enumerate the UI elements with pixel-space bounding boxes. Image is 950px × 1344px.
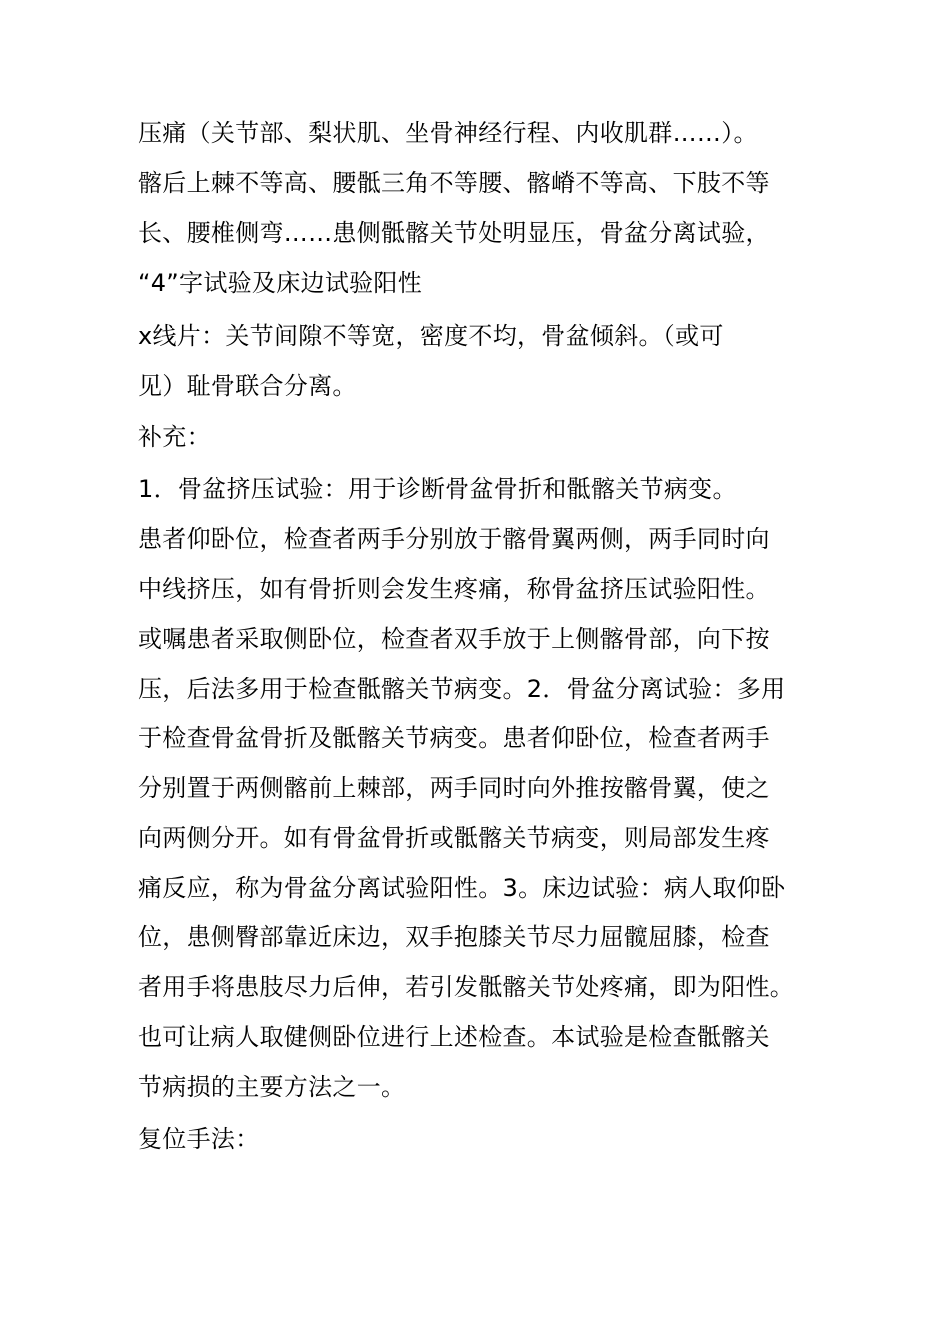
text-line: 补充： [138,423,211,451]
text-line: 或嘱患者采取侧卧位，检查者双手放于上侧髂骨部，向下按 [138,625,770,653]
text-line: 压痛（关节部、梨状肌、坐骨神经行程、内收肌群……）。 [138,119,758,147]
text-line: 患者仰卧位，检查者两手分别放于髂骨翼两侧，两手同时向 [138,525,770,553]
text-line: 复位手法： [138,1125,260,1153]
text-line: 向两侧分开。如有骨盆骨折或骶髂关节病变，则局部发生疼 [138,824,770,852]
text-line: 者用手将患肢尽力后伸，若引发骶髂关节处疼痛，即为阳性。 [138,973,795,1001]
text-line: 见）耻骨联合分离。 [138,372,357,400]
text-line: 分别置于两侧髂前上棘部，两手同时向外推按髂骨翼，使之 [138,774,770,802]
text-line: 髂后上棘不等高、腰骶三角不等腰、髂嵴不等高、下肢不等 [138,169,770,197]
text-line: “4”字试验及床边试验阳性 [138,269,423,297]
text-line: 中线挤压，如有骨折则会发生疼痛，称骨盆挤压试验阳性。 [138,575,770,603]
text-line: 长、腰椎侧弯……患侧骶髂关节处明显压，骨盆分离试验， [138,219,770,247]
text-line: x线片：关节间隙不等宽，密度不均，骨盆倾斜。（或可 [138,322,724,350]
text-line: 1．骨盆挤压试验：用于诊断骨盆骨折和骶髂关节病变。 [138,475,737,503]
text-line: 于检查骨盆骨折及骶髂关节病变。患者仰卧位，检查者两手 [138,724,770,752]
text-line: 节病损的主要方法之一。 [138,1073,406,1101]
text-line: 位，患侧臀部靠近床边，双手抱膝关节尽力屈髋屈膝，检查 [138,923,770,951]
text-line: 痛反应，称为骨盆分离试验阳性。3。床边试验：病人取仰卧 [138,874,786,902]
text-line: 压，后法多用于检查骶髂关节病变。2．骨盆分离试验：多用 [138,675,786,703]
text-line: 也可让病人取健侧卧位进行上述检查。本试验是检查骶髂关 [138,1023,770,1051]
